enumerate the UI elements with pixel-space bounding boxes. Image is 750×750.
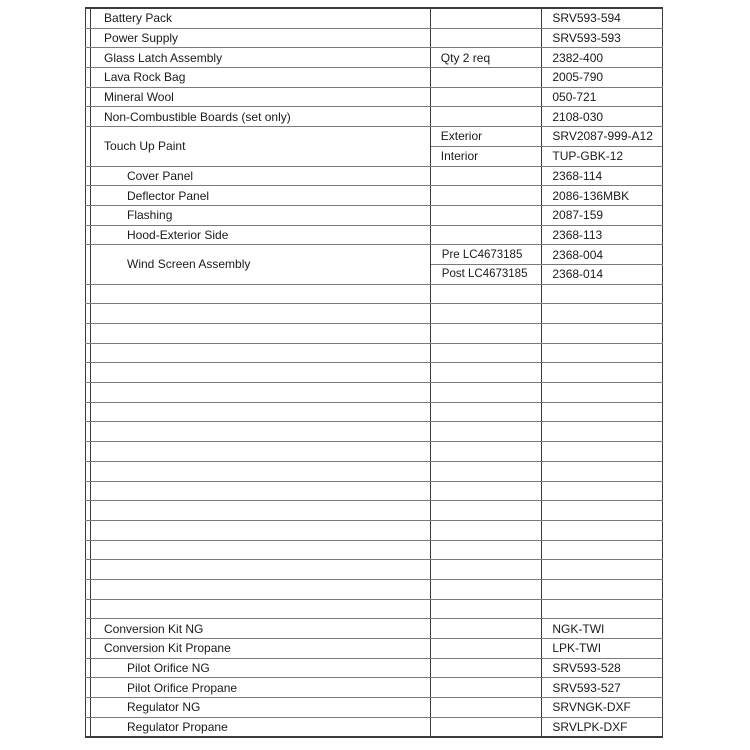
note-cell [430, 481, 542, 501]
description-cell [91, 422, 431, 442]
table-row [86, 383, 663, 403]
note-cell: Exterior [430, 127, 542, 147]
table-row [86, 343, 663, 363]
description-cell: Regulator Propane [91, 717, 431, 737]
description-cell [91, 560, 431, 580]
description-cell: Pilot Orifice NG [91, 658, 431, 678]
description-cell: Battery Pack [91, 8, 431, 28]
part-number-cell [542, 520, 663, 540]
description-cell: Cover Panel [91, 166, 431, 186]
part-number-cell: SRVLPK-DXF [542, 717, 663, 737]
description-cell [91, 383, 431, 403]
part-number-cell [542, 422, 663, 442]
description-cell: Hood-Exterior Side [91, 225, 431, 245]
note-cell [430, 639, 542, 659]
part-number-cell [542, 343, 663, 363]
note-cell [430, 225, 542, 245]
description-cell [91, 324, 431, 344]
table-row [86, 245, 663, 265]
note-cell [430, 402, 542, 422]
note-cell [430, 8, 542, 28]
description-cell [91, 461, 431, 481]
table-row [86, 540, 663, 560]
note-cell: Qty 2 req [430, 48, 542, 68]
description-cell: Flashing [91, 205, 431, 225]
description-cell: Conversion Kit Propane [91, 639, 431, 659]
part-number-cell [542, 501, 663, 521]
note-cell [430, 324, 542, 344]
note-cell [430, 501, 542, 521]
part-number-cell: SRV593-528 [542, 658, 663, 678]
table-row [86, 205, 663, 225]
description-cell [91, 402, 431, 422]
description-cell [91, 540, 431, 560]
part-number-cell [542, 599, 663, 619]
table-row [86, 442, 663, 462]
note-cell [430, 166, 542, 186]
note-cell [430, 284, 542, 304]
description-cell: Deflector Panel [91, 186, 431, 206]
note-cell [430, 363, 542, 383]
part-number-cell: 2087-159 [542, 205, 663, 225]
part-number-cell: SRVNGK-DXF [542, 698, 663, 718]
table-row [86, 717, 663, 737]
table-row [86, 68, 663, 88]
note-cell [430, 619, 542, 639]
table-row [86, 363, 663, 383]
note-cell [430, 304, 542, 324]
table-row [86, 599, 663, 619]
note-cell [430, 68, 542, 88]
description-cell [91, 599, 431, 619]
note-cell [430, 186, 542, 206]
table-row [86, 560, 663, 580]
parts-table-body [86, 8, 663, 737]
description-cell [91, 304, 431, 324]
part-number-cell: LPK-TWI [542, 639, 663, 659]
note-cell [430, 442, 542, 462]
description-cell [91, 284, 431, 304]
description-cell: Pilot Orifice Propane [91, 678, 431, 698]
part-number-cell: 2368-113 [542, 225, 663, 245]
part-number-cell [542, 481, 663, 501]
note-cell [430, 383, 542, 403]
table-row [86, 186, 663, 206]
part-number-cell: TUP-GBK-12 [542, 146, 663, 166]
table-row [86, 520, 663, 540]
note-cell [430, 87, 542, 107]
table-row [86, 8, 663, 28]
description-cell: Wind Screen Assembly [91, 245, 431, 284]
table-row [86, 166, 663, 186]
part-number-cell: 2368-114 [542, 166, 663, 186]
table-row [86, 87, 663, 107]
note-cell [430, 717, 542, 737]
description-cell: Lava Rock Bag [91, 68, 431, 88]
part-number-cell: SRV593-594 [542, 8, 663, 28]
part-number-cell [542, 579, 663, 599]
part-number-cell: NGK-TWI [542, 619, 663, 639]
note-cell [430, 599, 542, 619]
part-number-cell [542, 363, 663, 383]
table-row [86, 698, 663, 718]
part-number-cell: 2005-790 [542, 68, 663, 88]
description-cell: Glass Latch Assembly [91, 48, 431, 68]
table-row [86, 402, 663, 422]
table-row [86, 639, 663, 659]
part-number-cell: 050-721 [542, 87, 663, 107]
table-row [86, 481, 663, 501]
note-cell: Post LC4673185 [430, 264, 542, 284]
description-cell [91, 481, 431, 501]
description-cell: Touch Up Paint [91, 127, 431, 166]
description-cell: Power Supply [91, 28, 431, 48]
description-cell [91, 442, 431, 462]
part-number-cell: SRV593-593 [542, 28, 663, 48]
table-row [86, 324, 663, 344]
part-number-cell: SRV2087-999-A12 [542, 127, 663, 147]
part-number-cell: 2382-400 [542, 48, 663, 68]
description-cell [91, 343, 431, 363]
part-number-cell: 2368-014 [542, 264, 663, 284]
part-number-cell [542, 560, 663, 580]
table-row [86, 28, 663, 48]
part-number-cell [542, 402, 663, 422]
table-row [86, 501, 663, 521]
table-row [86, 579, 663, 599]
table-row [86, 461, 663, 481]
table-row [86, 619, 663, 639]
description-cell: Regulator NG [91, 698, 431, 718]
part-number-cell [542, 540, 663, 560]
part-number-cell [542, 442, 663, 462]
part-number-cell [542, 324, 663, 344]
note-cell [430, 107, 542, 127]
description-cell: Mineral Wool [91, 87, 431, 107]
table-row [86, 284, 663, 304]
description-cell: Conversion Kit NG [91, 619, 431, 639]
table-row [86, 107, 663, 127]
part-number-cell [542, 461, 663, 481]
note-cell [430, 678, 542, 698]
table-row [86, 48, 663, 68]
note-cell [430, 422, 542, 442]
part-number-cell [542, 284, 663, 304]
part-number-cell [542, 304, 663, 324]
note-cell [430, 343, 542, 363]
note-cell [430, 658, 542, 678]
note-cell [430, 540, 542, 560]
part-number-cell: 2108-030 [542, 107, 663, 127]
note-cell [430, 520, 542, 540]
part-number-cell: SRV593-527 [542, 678, 663, 698]
note-cell [430, 461, 542, 481]
note-cell: Pre LC4673185 [430, 245, 542, 265]
part-number-cell: 2368-004 [542, 245, 663, 265]
part-number-cell: 2086-136MBK [542, 186, 663, 206]
part-number-cell [542, 383, 663, 403]
description-cell [91, 363, 431, 383]
description-cell: Non-Combustible Boards (set only) [91, 107, 431, 127]
table-row [86, 422, 663, 442]
note-cell [430, 579, 542, 599]
note-cell [430, 205, 542, 225]
table-row [86, 304, 663, 324]
table-row [86, 678, 663, 698]
note-cell [430, 698, 542, 718]
table-row [86, 658, 663, 678]
note-cell [430, 560, 542, 580]
description-cell [91, 501, 431, 521]
table-row [86, 127, 663, 147]
description-cell [91, 579, 431, 599]
note-cell [430, 28, 542, 48]
parts-table [85, 7, 663, 738]
table-row [86, 225, 663, 245]
note-cell: Interior [430, 146, 542, 166]
description-cell [91, 520, 431, 540]
